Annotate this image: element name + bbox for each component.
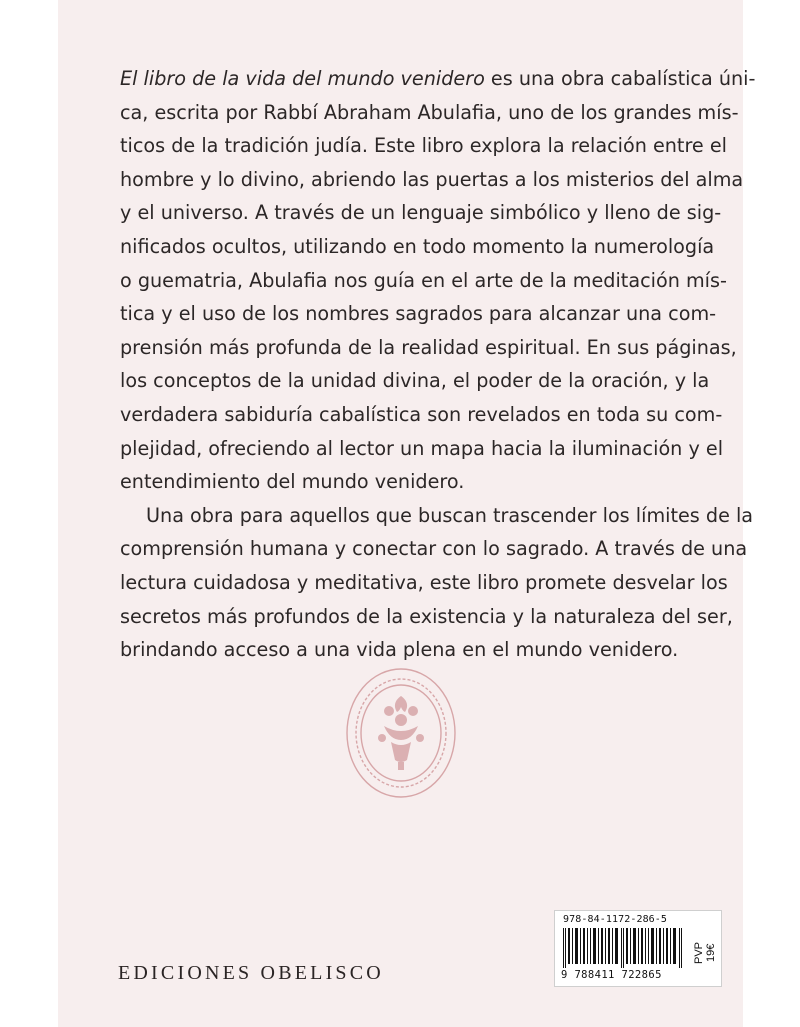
price-label: PVP 19€ bbox=[693, 942, 717, 965]
blurb-line: o guematria, Abulafia nos guía en el arte de la meditación mís- bbox=[120, 268, 727, 292]
blurb-line: Una obra para aquellos que buscan trascender los límites de la bbox=[146, 503, 754, 527]
blurb-line: y el universo. A través de un lenguaje simbólico y lleno de sig- bbox=[120, 201, 722, 225]
blurb-line: entendimiento del mundo venidero. bbox=[120, 470, 465, 494]
barcode-label bbox=[554, 910, 722, 987]
blurb-line: ca, escrita por Rabbí Abraham Abulafia, uno de los grandes mís- bbox=[120, 100, 739, 124]
blurb-paragraph-2 bbox=[120, 499, 754, 667]
blurb-text bbox=[120, 62, 756, 667]
blurb-line: El libro de la vida del mundo venidero es una obra cabalística úni- bbox=[120, 67, 756, 90]
blurb-line: tica y el uso de los nombres sagrados para alcanzar una com- bbox=[120, 302, 717, 326]
blurb-line: verdadera sabiduría cabalística son revelados en toda su com- bbox=[120, 402, 723, 426]
back-cover bbox=[58, 0, 756, 1027]
barcode-icon bbox=[561, 928, 689, 968]
publisher-name: EDICIONES OBELISCO bbox=[118, 962, 384, 984]
blurb-line: brindando acceso a una vida plena en el mundo venidero. bbox=[120, 638, 679, 662]
blurb-line: lectura cuidadosa y meditativa, este libro promete desvelar los bbox=[120, 570, 728, 594]
blurb-line: prensión más profunda de la realidad espiritual. En sus páginas, bbox=[120, 335, 737, 359]
isbn-number: 9 788411 722865 bbox=[561, 969, 662, 981]
blurb-line: plejidad, ofreciendo al lector un mapa hacia la iluminación y el bbox=[120, 436, 724, 460]
blurb-line: los conceptos de la unidad divina, el poder de la oración, y la bbox=[120, 369, 710, 393]
blurb-line: nificados ocultos, utilizando en todo momento la numerología bbox=[120, 234, 715, 258]
isbn-text: 978-84-1172-286-5 bbox=[563, 914, 668, 925]
blurb-line: comprensión humana y conectar con lo sagrado. A través de una bbox=[120, 537, 748, 561]
book-title-italic: El libro de la vida del mundo venidero bbox=[120, 67, 485, 90]
blurb-line: secretos más profundos de la existencia y la naturaleza del ser, bbox=[120, 604, 733, 628]
blurb-line: ticos de la tradición judía. Este libro explora la relación entre el bbox=[120, 134, 727, 158]
floral-wreath-seal-icon bbox=[344, 666, 458, 800]
blurb-line: hombre y lo divino, abriendo las puertas a los misterios del alma bbox=[120, 167, 744, 191]
blurb-paragraph-1 bbox=[120, 62, 756, 499]
